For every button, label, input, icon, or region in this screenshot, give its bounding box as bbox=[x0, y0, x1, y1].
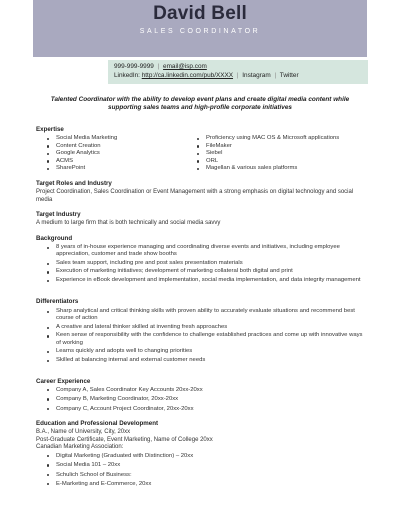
list-item: ACMS bbox=[56, 158, 206, 166]
list-item: FileMaker bbox=[206, 143, 376, 151]
candidate-name: David Bell bbox=[153, 3, 247, 24]
linkedin-link[interactable]: http://ca.linkedin.com/pub/XXXX bbox=[141, 72, 234, 79]
target-roles-heading: Target Roles and Industry bbox=[36, 180, 112, 187]
expertise-list-right bbox=[206, 135, 376, 173]
linkedin-label: LinkedIn: bbox=[114, 72, 140, 79]
education-line: Canadian Marketing Association: bbox=[36, 444, 124, 451]
target-industry-text: A medium to large firm that is both technically and social media savvy bbox=[36, 220, 221, 226]
list-item: Skilled at balancing internal and external customer needs bbox=[56, 357, 366, 364]
education-line: B.A., Name of University, City, 20xx bbox=[36, 429, 131, 435]
separator: | bbox=[274, 72, 277, 79]
list-item: Company A, Sales Coordinator Key Accounts 20xx-20xx bbox=[56, 386, 366, 395]
list-item: Execution of marketing initiatives; development of marketing collateral both digital and print bbox=[56, 268, 366, 275]
list-item: E-Marketing and E-Commerce, 20xx bbox=[56, 480, 366, 489]
instagram-link[interactable]: Instagram bbox=[242, 72, 271, 79]
expertise-list-left bbox=[56, 135, 206, 173]
twitter-link[interactable]: Twitter bbox=[279, 72, 299, 79]
summary-statement: Talented Coordinator with the ability to develop event plans and create digital media content while supporting sales teams and high-profile corporate initiatives bbox=[50, 96, 350, 111]
list-item: Sharp analytical and critical thinking skills with proven ability to accurately evaluate situations and recommend best course of action bbox=[56, 308, 366, 322]
background-list bbox=[56, 244, 366, 286]
expertise-heading: Expertise bbox=[36, 126, 64, 133]
list-item: Learns quickly and adopts well to changing priorities bbox=[56, 348, 366, 355]
differentiators-list bbox=[56, 308, 366, 365]
list-item: 8 years of in-house experience managing and coordinating diverse events and initiatives, including employee appreciation, customer and trade show booths bbox=[56, 244, 366, 258]
list-item: SharePoint bbox=[56, 165, 206, 173]
list-item: Schulich School of Business: bbox=[56, 471, 366, 480]
list-item: Google Analytics bbox=[56, 150, 206, 158]
differentiators-heading: Differentiators bbox=[36, 298, 79, 305]
header-banner bbox=[33, 0, 367, 57]
education-text bbox=[36, 429, 366, 452]
separator: | bbox=[157, 63, 160, 70]
list-item: ORL bbox=[206, 158, 376, 166]
education-line: Post-Graduate Certificate, Event Marketing, Name of College 20xx bbox=[36, 436, 213, 443]
career-list bbox=[56, 386, 366, 414]
list-item: Experience in eBook development and implementation, social media implementation, and data integrity management bbox=[56, 277, 366, 284]
list-item: Magellan & various sales platforms bbox=[206, 165, 376, 173]
list-item: Social Media Marketing bbox=[56, 135, 206, 143]
background-heading: Background bbox=[36, 235, 73, 242]
email-link[interactable]: email@isp.com bbox=[163, 63, 207, 70]
phone-number: 999-999-9999 bbox=[114, 63, 154, 70]
list-item: Company C, Account Project Coordinator, 20xx-20xx bbox=[56, 405, 366, 414]
list-item: Sales team support, including pre and post sales presentation materials bbox=[56, 260, 366, 267]
target-roles-text: Project Coordination, Sales Coordination or Event Management with a strong emphasis on digital technology and social media bbox=[36, 189, 354, 203]
job-title: SALES COORDINATOR bbox=[139, 28, 261, 35]
list-item: Proficiency using MAC OS & Microsoft applications bbox=[206, 135, 376, 143]
education-heading: Education and Professional Development bbox=[36, 420, 159, 427]
list-item: Keen sense of responsibility with the confidence to challenge established practices and come up with innovative ways of working bbox=[56, 332, 366, 346]
list-item: Siebel bbox=[206, 150, 376, 158]
target-industry-heading: Target Industry bbox=[36, 211, 81, 218]
contact-box bbox=[108, 60, 368, 84]
list-item: Digital Marketing (Graduated with Distinction) – 20xx bbox=[56, 452, 366, 461]
list-item: Social Media 101 – 20xx bbox=[56, 461, 366, 470]
career-heading: Career Experience bbox=[36, 378, 91, 385]
separator: | bbox=[236, 72, 239, 79]
list-item: A creative and lateral thinker skilled at inventing fresh approaches bbox=[56, 324, 366, 331]
list-item: Content Creation bbox=[56, 143, 206, 151]
list-item: Company B, Marketing Coordinator, 20xx-20xx bbox=[56, 395, 366, 404]
education-list bbox=[56, 452, 366, 490]
